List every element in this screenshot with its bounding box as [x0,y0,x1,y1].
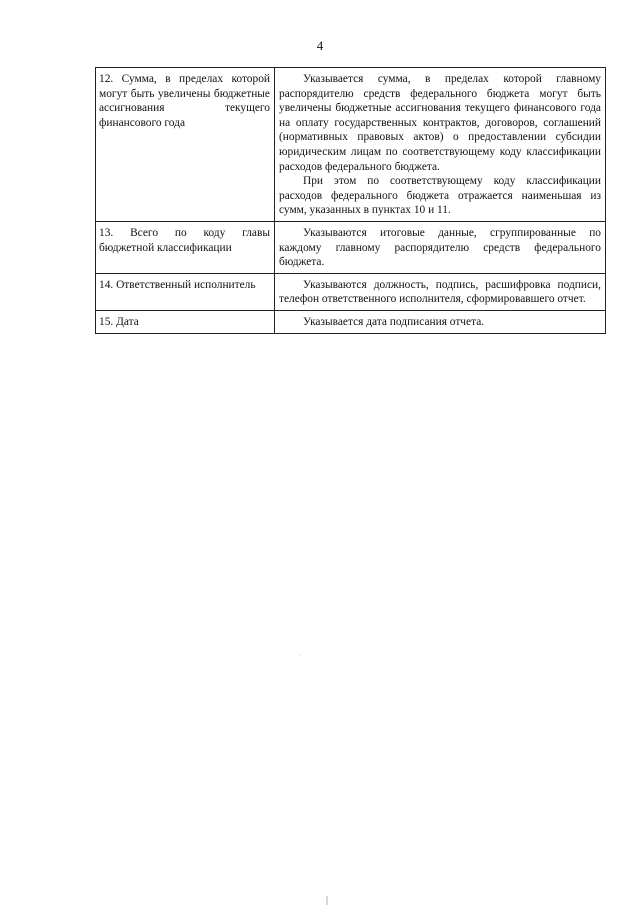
row-label-cell [96,221,275,273]
row-label: 14. Ответственный исполнитель [99,278,256,291]
row-label: 15. Дата [99,315,139,328]
row-description-paragraph: Указывается сумма, в пределах которой главному распорядителю средств федерального бюджета могут быть увеличены бюджетные ассигнования текущего финансового года на оплату государственных контрактов, договоров, соглашений (нормативных правовых актов) о предоставлении субсидии юридическим лицам по соответствующему коду классификации расходов федерального бюджета. [279,73,601,173]
row-description-cell [275,273,606,310]
table-row [96,273,606,310]
table-row [96,310,606,333]
row-label-cell [96,310,275,333]
row-label-cell [96,273,275,310]
page-number: 4 [316,38,324,53]
row-label: 12. Сумма, в пределах которой могут быть увеличены бюджетные ассигнования текущего финансового года [99,73,270,129]
table-row [96,221,606,273]
row-label-cell [96,68,275,222]
row-description-paragraph: При этом по соответствующему коду классификации расходов федерального бюджета отражается наименьшая из сумм, указанных в пунктах 10 и 11. [279,175,601,217]
row-label: 13. Всего по коду главы бюджетной классификации [99,226,270,254]
row-description-paragraph: Указываются итоговые данные, сгруппированные по каждому главному распорядителю средств федерального бюджета. [279,226,601,269]
row-description-paragraph: Указывается дата подписания отчета. [303,315,485,328]
row-description-cell [275,221,606,273]
row-description-paragraph: Указываются должность, подпись, расшифровка подписи, телефон ответственного исполнителя, сформировавшего отчет. [279,278,601,306]
scan-artifact-edge [326,896,328,905]
scan-artifact-dot [300,655,301,656]
row-description-cell [275,68,606,222]
instructions-table [95,67,606,334]
row-description-cell [275,310,606,333]
table-row [96,68,606,222]
